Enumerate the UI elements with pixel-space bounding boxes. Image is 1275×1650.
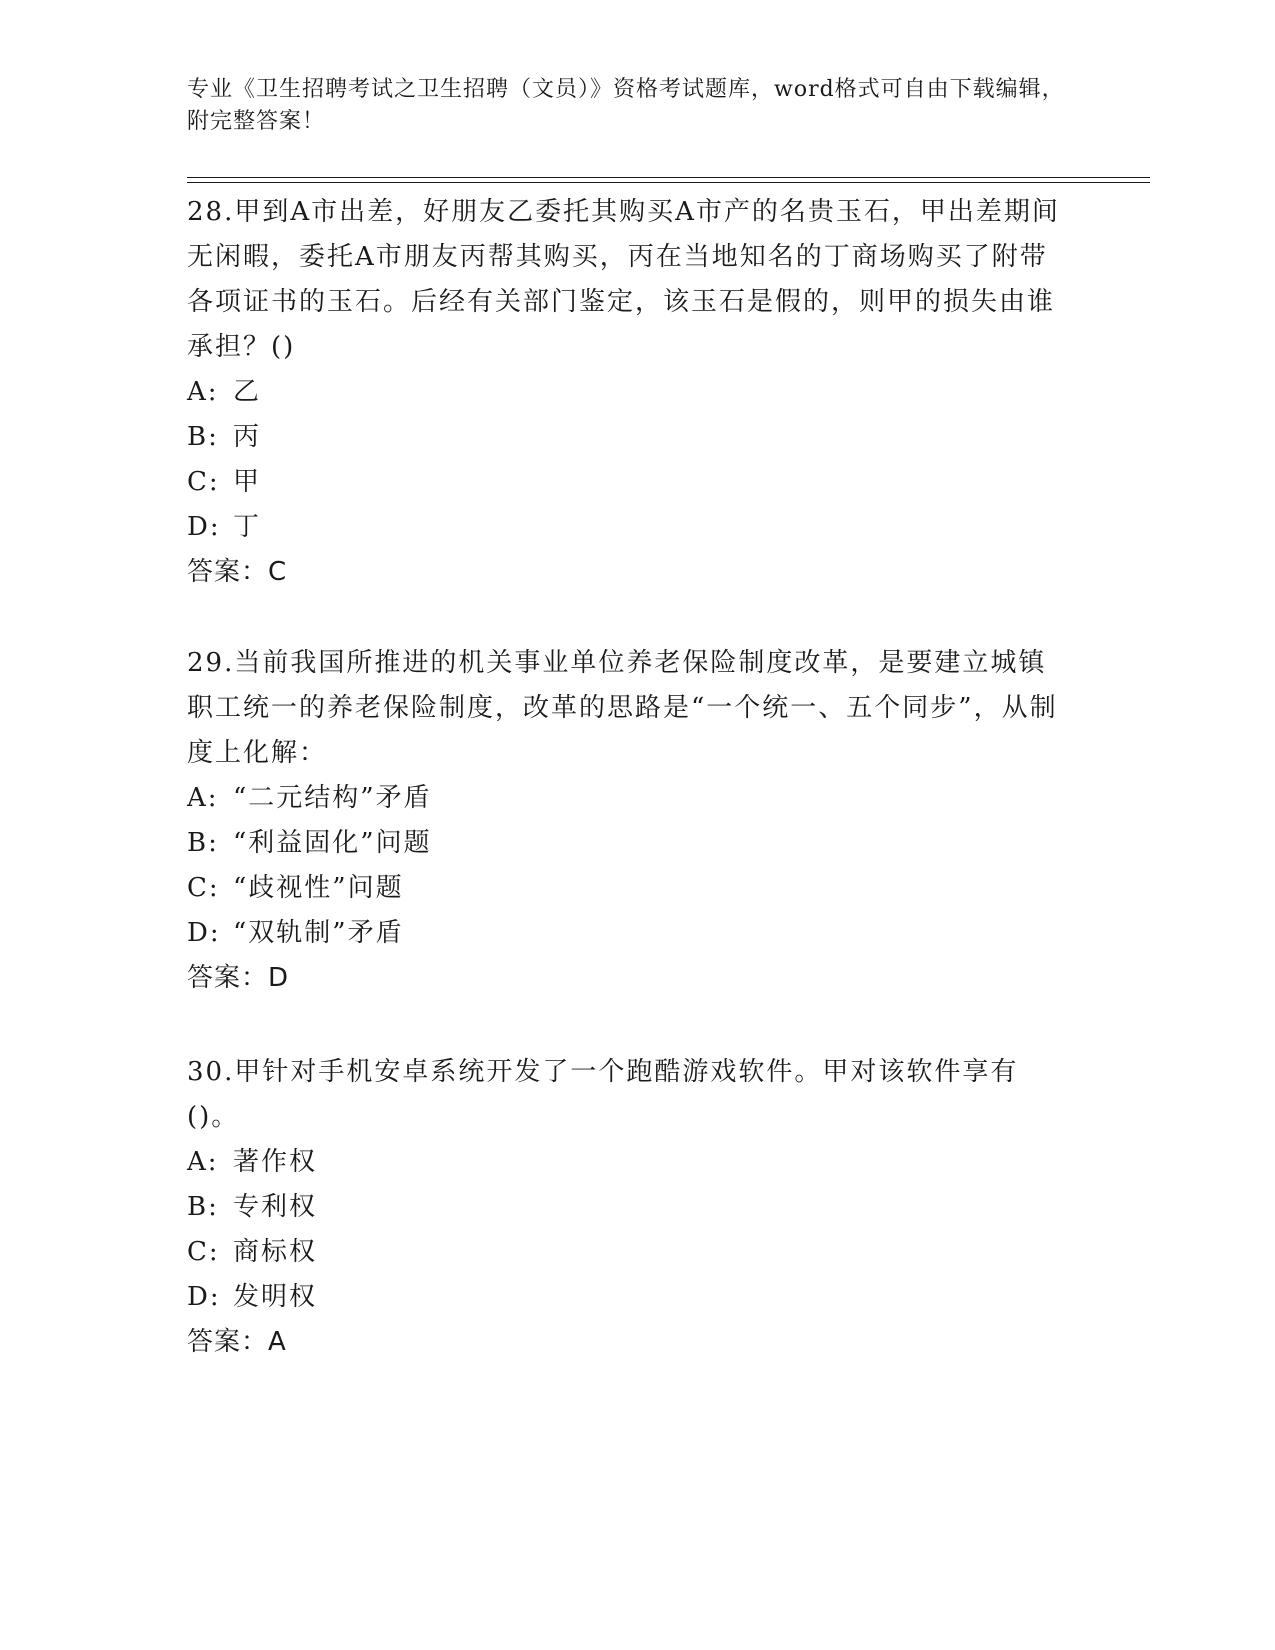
option-key: D: xyxy=(187,918,221,948)
question-stem: 28.甲到A市出差，好朋友乙委托其购买A市产的名贵玉石，甲出差期间无闲暇，委托A市朋友丙帮其购买，丙在当地知名的丁商场购买了附带各项证书的玉石。后经有关部门鉴定，该玉石是假的，则甲的损失由谁承担？() xyxy=(187,197,1060,362)
option-key: C: xyxy=(187,467,220,497)
option-text: 甲 xyxy=(233,467,262,497)
option-d xyxy=(187,505,1067,550)
option-key: B: xyxy=(187,828,219,858)
option-a xyxy=(187,1140,1067,1185)
header-rule-bottom xyxy=(187,182,1150,183)
answer-line: 答案：C xyxy=(187,557,288,587)
option-c xyxy=(187,460,1067,505)
answer-line: 答案：D xyxy=(187,963,290,993)
question-stem: 30.甲针对手机安卓系统开发了一个跑酷游戏软件。甲对该软件享有()。 xyxy=(187,1057,1019,1132)
option-text: 著作权 xyxy=(233,1147,318,1177)
option-text: “歧视性”问题 xyxy=(233,873,404,903)
option-key: D: xyxy=(187,1282,221,1312)
option-key: C: xyxy=(187,1237,220,1267)
option-c xyxy=(187,866,1067,911)
option-text: “利益固化”问题 xyxy=(233,828,432,858)
option-d xyxy=(187,1275,1067,1320)
question-28 xyxy=(187,190,1067,595)
question-30 xyxy=(187,1050,1067,1365)
option-key: A: xyxy=(187,377,219,407)
option-key: C: xyxy=(187,873,220,903)
option-b xyxy=(187,415,1067,460)
option-text: 发明权 xyxy=(233,1282,318,1312)
option-c xyxy=(187,1230,1067,1275)
option-key: A: xyxy=(187,1147,219,1177)
option-b xyxy=(187,1185,1067,1230)
option-text: 商标权 xyxy=(233,1237,318,1267)
option-d xyxy=(187,911,1067,956)
option-text: 丙 xyxy=(233,422,262,452)
option-a xyxy=(187,776,1067,821)
question-29 xyxy=(187,641,1067,1001)
option-text: 专利权 xyxy=(233,1192,318,1222)
option-text: “双轨制”矛盾 xyxy=(233,918,404,948)
option-text: “二元结构”矛盾 xyxy=(233,783,432,813)
option-text: 丁 xyxy=(233,512,262,542)
option-key: B: xyxy=(187,1192,219,1222)
option-b xyxy=(187,821,1067,866)
option-text: 乙 xyxy=(233,377,262,407)
answer-line: 答案：A xyxy=(187,1327,287,1357)
option-key: B: xyxy=(187,422,219,452)
header-rule-top xyxy=(187,177,1150,178)
question-stem: 29.当前我国所推进的机关事业单位养老保险制度改革，是要建立城镇职工统一的养老保险制度，改革的思路是“一个统一、五个同步”，从制度上化解： xyxy=(187,648,1058,768)
option-key: A: xyxy=(187,783,219,813)
document-header: 专业《卫生招聘考试之卫生招聘（文员）》资格考试题库，word格式可自由下载编辑，附完整答案！ xyxy=(187,77,1065,134)
option-key: D: xyxy=(187,512,221,542)
option-a xyxy=(187,370,1067,415)
